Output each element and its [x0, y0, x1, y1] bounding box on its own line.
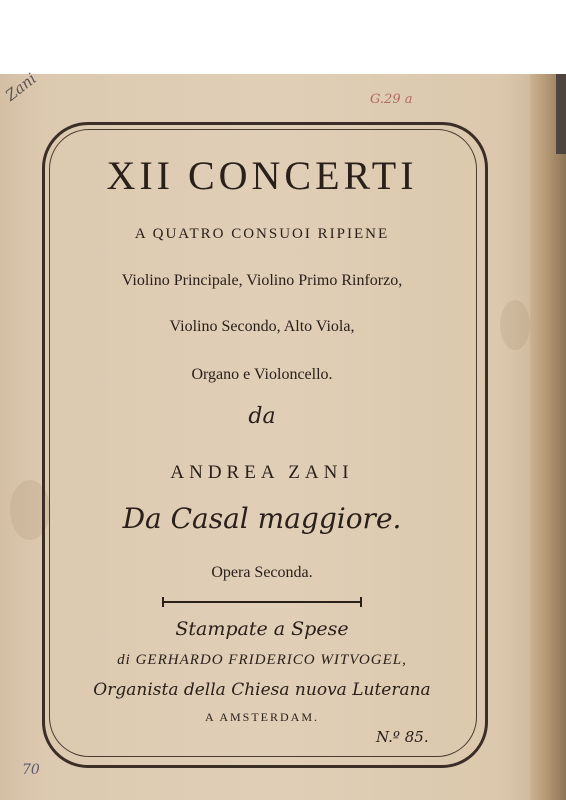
imprint-line-2: di GERHARDO FRIDERICO WITVOGEL,: [117, 652, 407, 668]
page-edge: [530, 74, 566, 800]
instrumentation-heading: A QUATRO CONSUOI RIPIENE: [134, 226, 390, 242]
imprint-line-1: Stampate a Spese: [175, 618, 349, 640]
imprint-city: A AMSTERDAM.: [204, 710, 320, 724]
ornamental-rule: [162, 601, 362, 603]
imprint-line-3: Organista della Chiesa nuova Luterana: [93, 680, 431, 700]
handwritten-note-bottom: 70: [22, 762, 40, 778]
opus-number: Opera Seconda.: [211, 564, 313, 581]
instrumentation-line-1: Violino Principale, Violino Primo Rinforzo,: [121, 272, 403, 289]
background-strip: [556, 74, 566, 154]
instrumentation-line-3: Organo e Violoncello.: [191, 366, 333, 383]
handwritten-shelfmark: G.29 a: [370, 92, 413, 107]
plate-number: N.º 85.: [376, 728, 429, 746]
by-text: da: [248, 404, 276, 429]
work-title: XII CONCERTI: [106, 153, 418, 198]
composer-name: ANDREA ZANI: [170, 462, 354, 483]
instrumentation-line-2: Violino Secondo, Alto Viola,: [169, 318, 355, 335]
composer-origin: Da Casal maggiore.: [122, 502, 402, 535]
handwritten-note-top-left: Zani: [2, 69, 40, 105]
stain: [500, 300, 530, 350]
